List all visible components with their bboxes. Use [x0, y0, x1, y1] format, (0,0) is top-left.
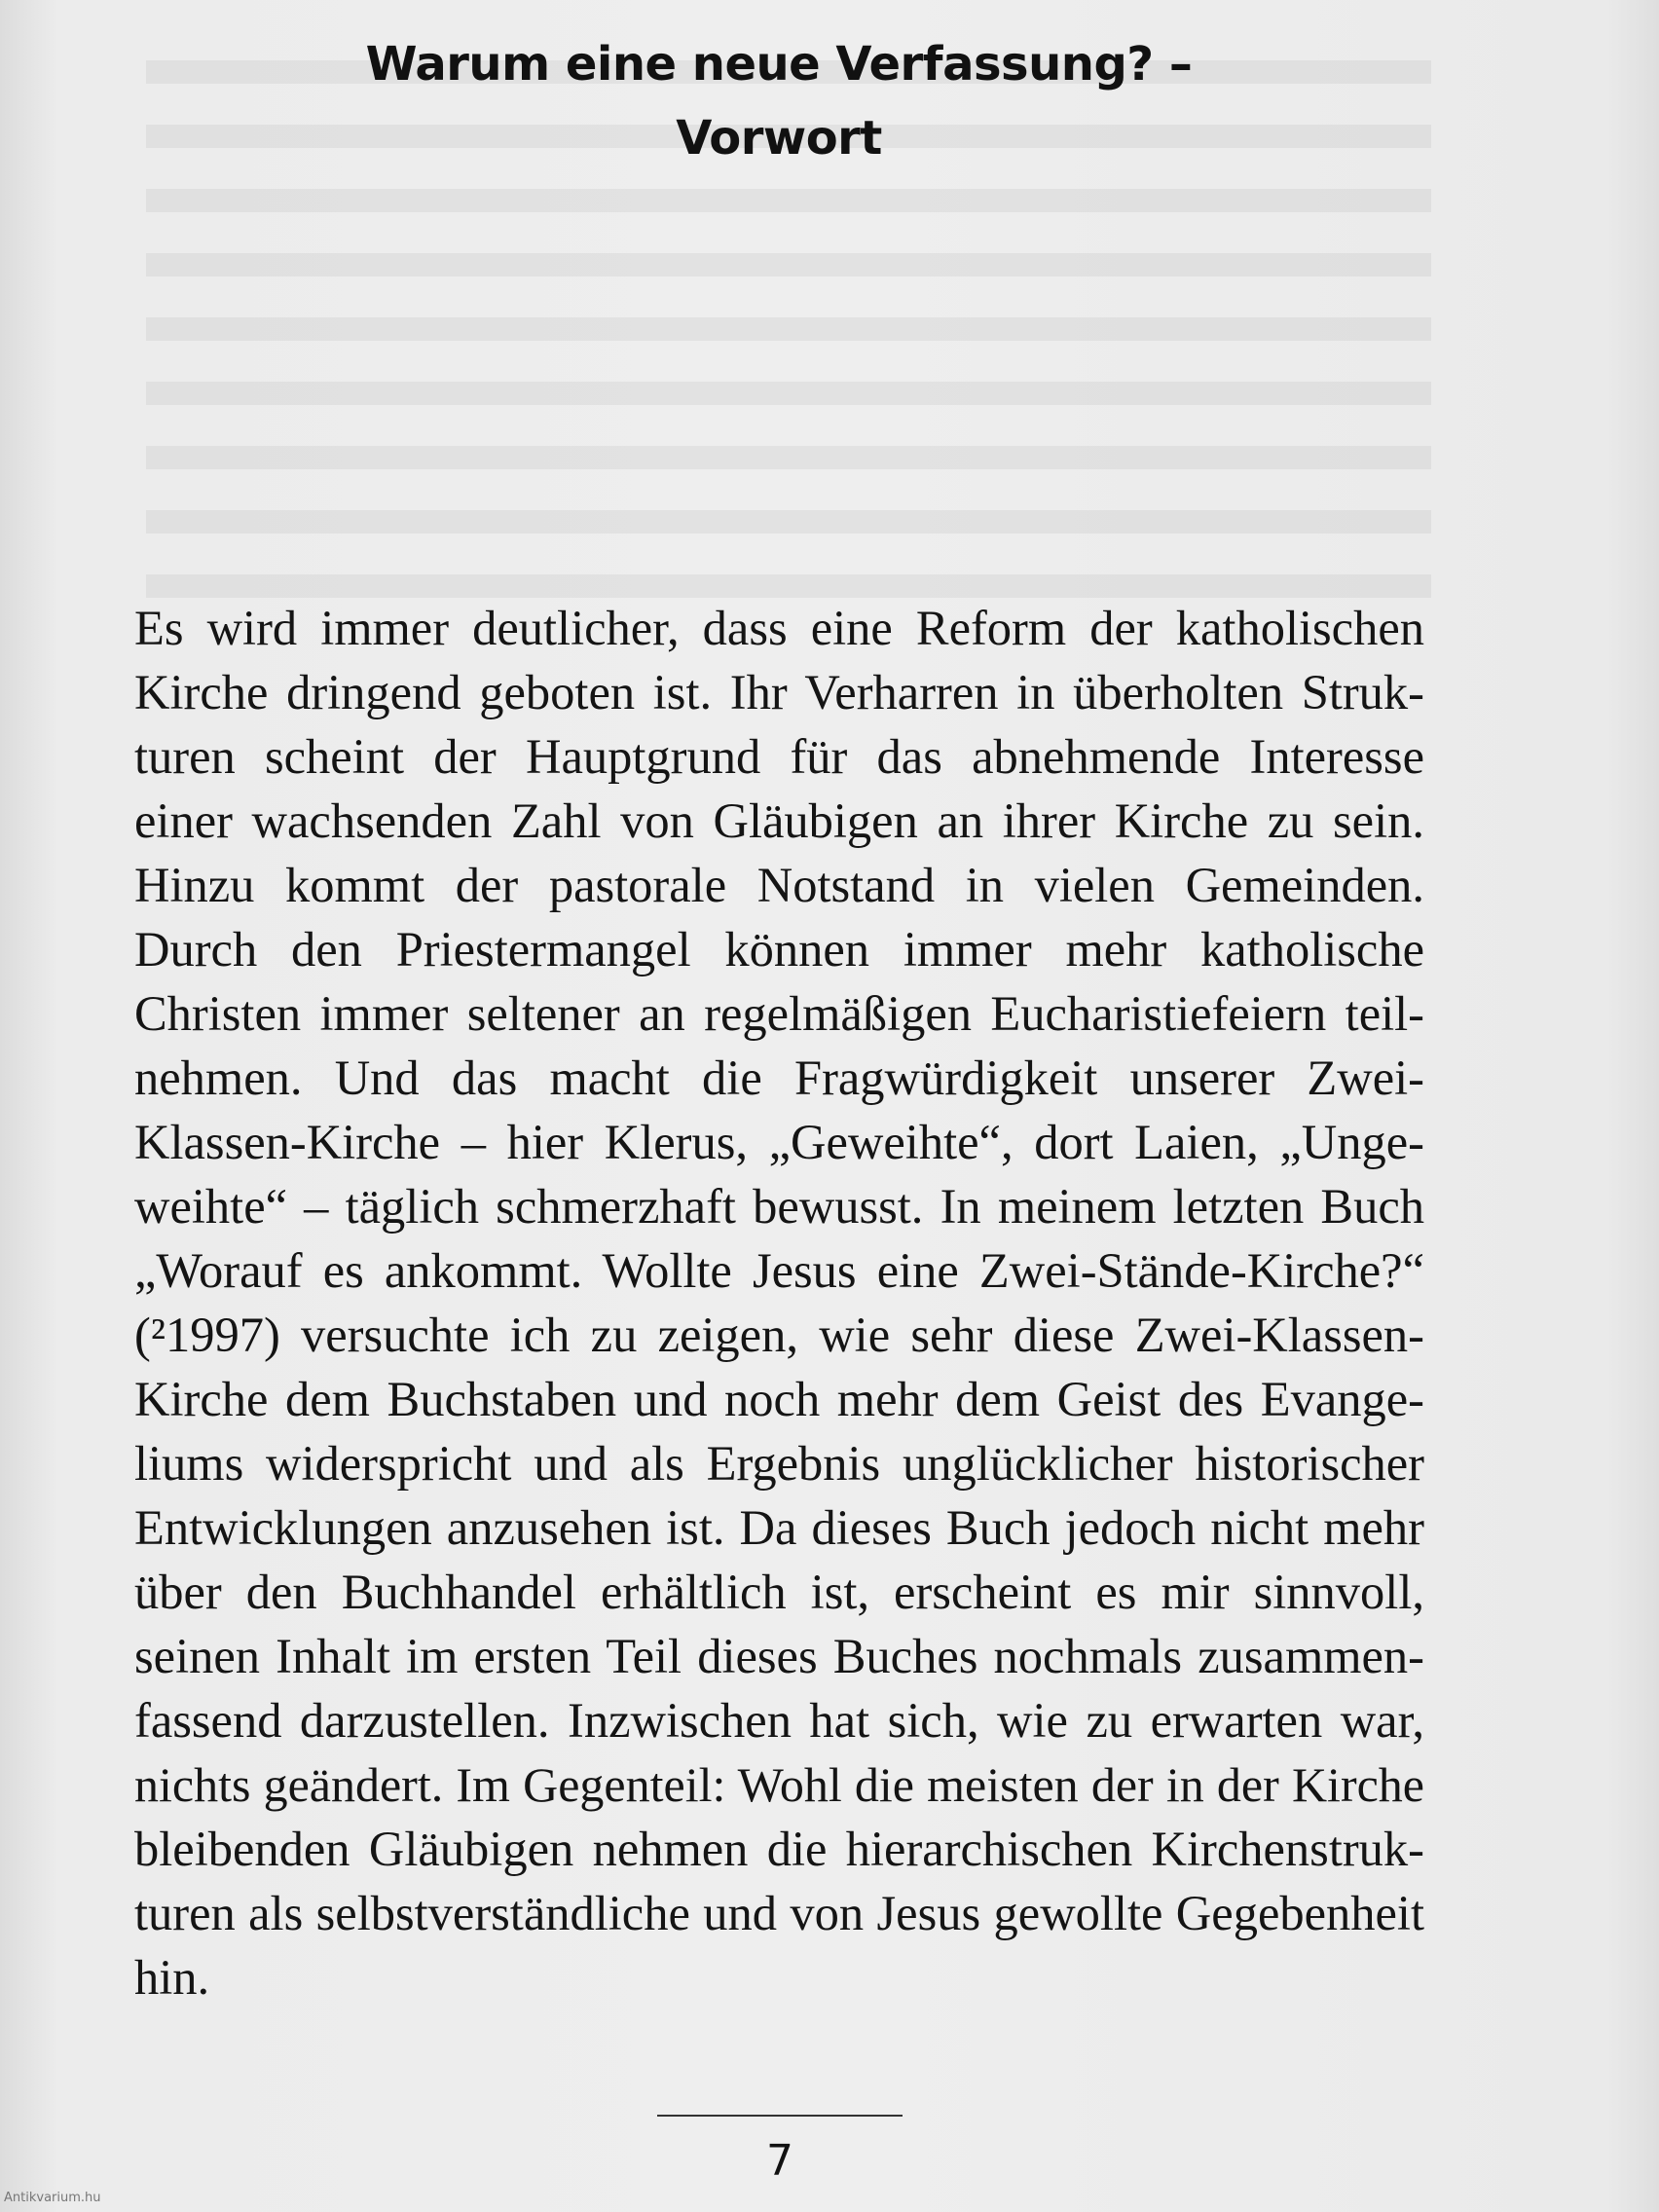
body-line: (²1997) versuchte ich zu zeigen, wie sehr diese Zwei-Klassen-	[134, 1308, 1424, 1362]
show-through-line	[146, 489, 1431, 553]
body-line: über den Buchhandel erhältlich ist, erscheint es mir sinnvoll,	[134, 1565, 1424, 1619]
body-line: Es wird immer deutlicher, dass eine Reform der katholischen	[134, 601, 1424, 655]
show-through-line	[146, 424, 1431, 489]
body-line: Entwicklungen anzusehen ist. Da dieses Buch jedoch nicht mehr	[134, 1500, 1424, 1555]
body-line: turen scheint der Hauptgrund für das abnehmende Interesse	[134, 729, 1424, 784]
body-line: „Worauf es ankommt. Wollte Jesus eine Zwei-Stände-Kirche?“	[134, 1243, 1424, 1298]
body-line: nichts geändert. Im Gegenteil: Wohl die meisten der in der Kirche	[134, 1757, 1424, 1812]
body-line: turen als selbstverständliche und von Jesus gewollte Gegebenheit	[134, 1886, 1424, 1940]
body-line: Kirche dem Buchstaben und noch mehr dem Geist des Evange-	[134, 1372, 1424, 1426]
body-line: Durch den Priestermangel können immer mehr katholische	[134, 922, 1424, 977]
body-line: fassend darzustellen. Inzwischen hat sich, wie zu erwarten war,	[134, 1693, 1424, 1748]
show-through-line	[146, 167, 1431, 232]
chapter-title	[292, 27, 1266, 175]
chapter-title-line-1: Warum eine neue Verfassung? –	[365, 37, 1193, 92]
footer-rule	[657, 2115, 903, 2117]
show-through-line	[146, 296, 1431, 360]
page-number: 7	[766, 2136, 793, 2186]
body-line: weihte“ – täglich schmerzhaft bewusst. In meinem letzten Buch	[134, 1179, 1424, 1234]
body-paragraph	[134, 596, 1424, 2009]
body-line: Kirche dringend geboten ist. Ihr Verharren in überholten Struk-	[134, 665, 1424, 719]
body-line: hin.	[134, 1950, 210, 2005]
body-line: Christen immer seltener an regelmäßigen Eucharistiefeiern teil-	[134, 986, 1424, 1041]
chapter-title-line-2: Vorwort	[676, 111, 882, 166]
show-through-line	[146, 360, 1431, 424]
body-line: bleibenden Gläubigen nehmen die hierarchischen Kirchenstruk-	[134, 1822, 1424, 1876]
body-line: seinen Inhalt im ersten Teil dieses Buches nochmals zusammen-	[134, 1629, 1424, 1683]
body-line: nehmen. Und das macht die Fragwürdigkeit unserer Zwei-	[134, 1051, 1424, 1105]
body-line: liums widerspricht und als Ergebnis unglücklicher historischer	[134, 1436, 1424, 1491]
body-line: Klassen-Kirche – hier Klerus, „Geweihte“, dort Laien, „Unge-	[134, 1115, 1424, 1169]
body-line: Hinzu kommt der pastorale Notstand in vielen Gemeinden.	[134, 858, 1424, 912]
watermark: Antikvarium.hu	[4, 2191, 101, 2205]
show-through-line	[146, 232, 1431, 296]
body-line: einer wachsenden Zahl von Gläubigen an ihrer Kirche zu sein.	[134, 793, 1424, 848]
